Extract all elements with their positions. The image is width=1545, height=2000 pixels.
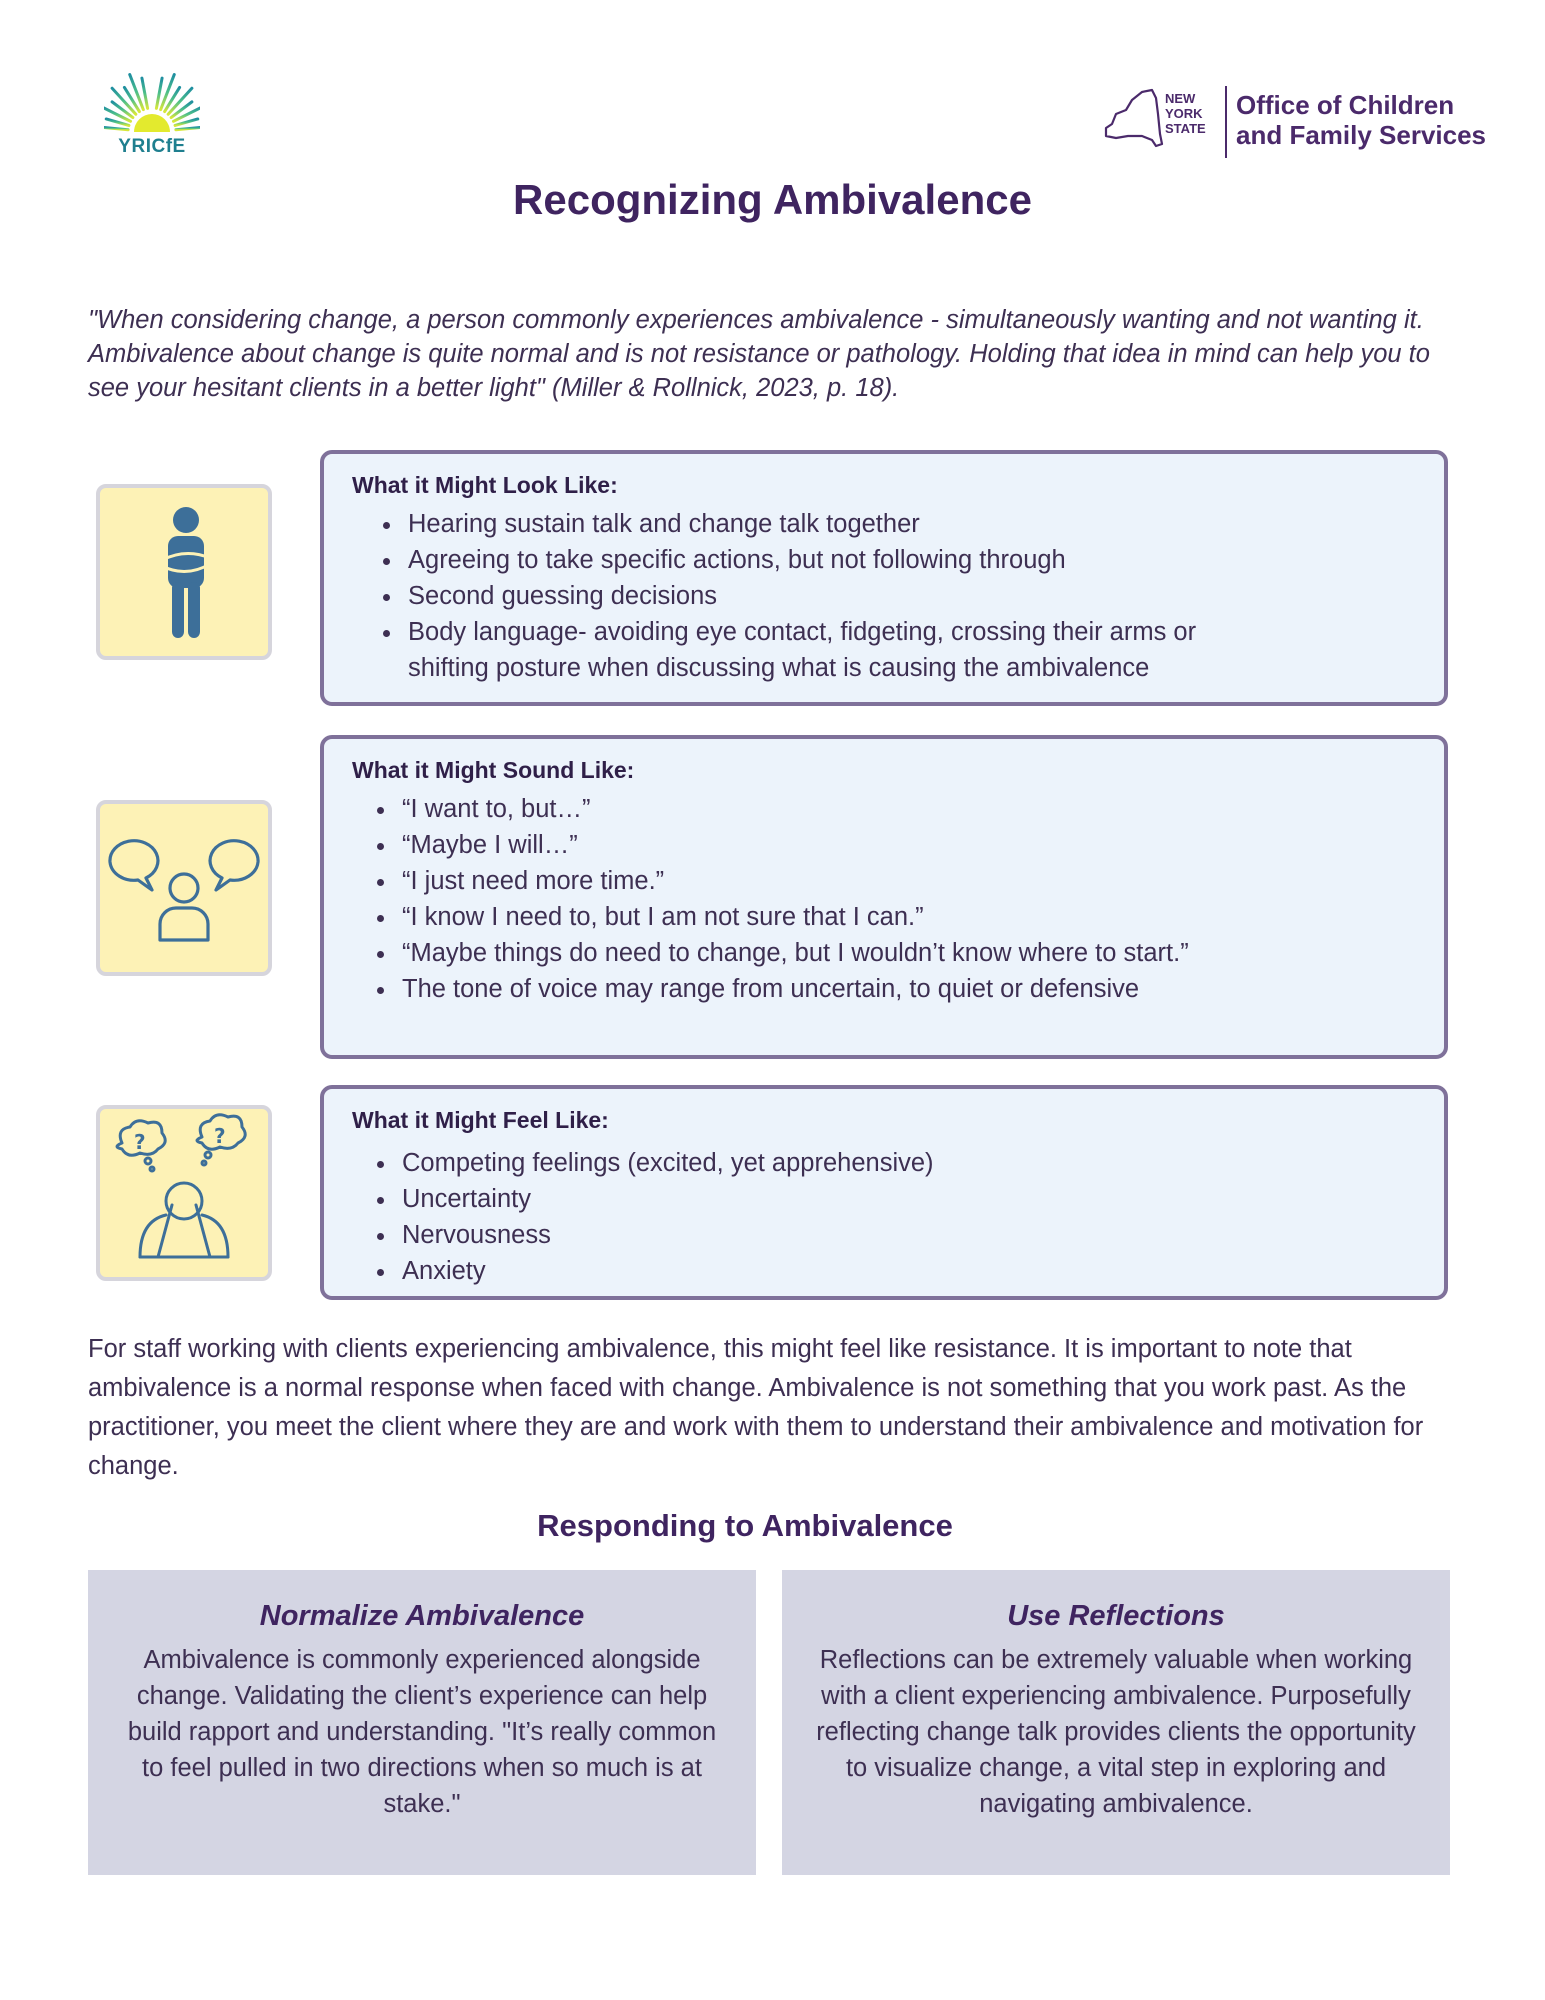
use-reflections-box bbox=[782, 1570, 1450, 1875]
normalize-ambivalence-box bbox=[88, 1570, 756, 1875]
list-item: • “I want to, but…” bbox=[398, 791, 1416, 827]
card-title: What it Might Feel Like: bbox=[352, 1107, 609, 1133]
use-reflections-body: Reflections can be extremely valuable when working with a client experiencing ambivalence. Purposefully reflecting change talk provides clients the opportunity to visualize change, a vital step in exploring and navigating ambivalence. bbox=[816, 1646, 1416, 1818]
question-mark-icon: ? bbox=[134, 1130, 146, 1154]
logo-divider bbox=[1225, 86, 1227, 158]
list-item: • Second guessing decisions bbox=[404, 578, 1416, 614]
list-item: • Uncertainty bbox=[398, 1181, 1416, 1217]
person-arms-crossed-icon bbox=[100, 488, 268, 656]
sound-like-list bbox=[352, 791, 1416, 1007]
sun-ray bbox=[142, 78, 148, 108]
list-item: • Anxiety bbox=[398, 1253, 1416, 1289]
feel-like-card bbox=[320, 1085, 1448, 1300]
list-item: • Agreeing to take specific actions, but not following through bbox=[404, 542, 1416, 578]
card-title: What it Might Sound Like: bbox=[352, 757, 635, 783]
yricfe-logo bbox=[104, 46, 200, 164]
responding-heading: Responding to Ambivalence bbox=[537, 1508, 953, 1543]
normalize-ambivalence-title: Normalize Ambivalence bbox=[259, 1600, 585, 1632]
yricfe-logo-text: YRICfE bbox=[118, 136, 186, 157]
confused-person-thought-bubbles-icon bbox=[100, 1109, 268, 1277]
card-title: What it Might Look Like: bbox=[352, 472, 618, 498]
sound-like-card bbox=[320, 735, 1448, 1059]
list-item: • “Maybe I will…” bbox=[398, 827, 1416, 863]
sunburst-icon bbox=[104, 46, 200, 136]
feel-like-list bbox=[352, 1145, 1416, 1289]
list-item: • Body language- avoiding eye contact, fidgeting, crossing their arms or shifting posture when discussing what is causing the ambivalence bbox=[404, 614, 1416, 686]
new-york-state-map-icon bbox=[1102, 84, 1164, 154]
list-item: • “I just need more time.” bbox=[398, 863, 1416, 899]
agency-name: Office of Children and Family Services bbox=[1236, 90, 1487, 150]
list-item: • “Maybe things do need to change, but I wouldn’t know where to start.” bbox=[398, 935, 1416, 971]
list-item: • The tone of voice may range from uncertain, to quiet or defensive bbox=[398, 971, 1416, 1007]
list-item: • Hearing sustain talk and change talk together bbox=[404, 506, 1416, 542]
look-like-card bbox=[320, 450, 1448, 706]
look-like-icon-box bbox=[96, 484, 272, 660]
feel-like-icon-box bbox=[96, 1105, 272, 1281]
list-item: • Nervousness bbox=[398, 1217, 1416, 1253]
sun-ray bbox=[176, 127, 200, 130]
look-like-list bbox=[352, 506, 1416, 686]
person-speech-bubbles-icon bbox=[100, 804, 268, 972]
intro-quote: "When considering change, a person commonly experiences ambivalence - simultaneously wanting and not wanting it. Ambivalence about change is quite normal and is not resistance or pathology. Holding that idea in mind can help you to see your hesitant clients in a better light" (Miller & Rollnick, 2023, p. 18). bbox=[88, 306, 1430, 402]
sun-ray bbox=[156, 78, 162, 108]
list-item: • “I know I need to, but I am not sure that I can.” bbox=[398, 899, 1416, 935]
page-title: Recognizing Ambivalence bbox=[513, 176, 1032, 223]
sound-like-icon-box bbox=[96, 800, 272, 976]
nys-logo-words: NEW YORK STATE bbox=[1165, 91, 1206, 136]
normalize-ambivalence-body: Ambivalence is commonly experienced alongside change. Validating the client’s experience can help build rapport and understanding. "It’s really common to feel pulled in two directions when so much is at stake." bbox=[127, 1646, 717, 1818]
question-mark-icon: ? bbox=[214, 1124, 226, 1148]
staff-paragraph: For staff working with clients experiencing ambivalence, this might feel like resistance. It is important to note that ambivalence is a normal response when faced with change. Ambivalence is not something that you work past. As the practitioner, you meet the client where they are and work with them to understand their ambivalence and motivation for change. bbox=[88, 1335, 1424, 1480]
use-reflections-title: Use Reflections bbox=[1007, 1600, 1225, 1632]
sun-ray bbox=[104, 127, 128, 130]
list-item: • Competing feelings (excited, yet apprehensive) bbox=[398, 1145, 1416, 1181]
ocfs-logo bbox=[1102, 82, 1502, 162]
